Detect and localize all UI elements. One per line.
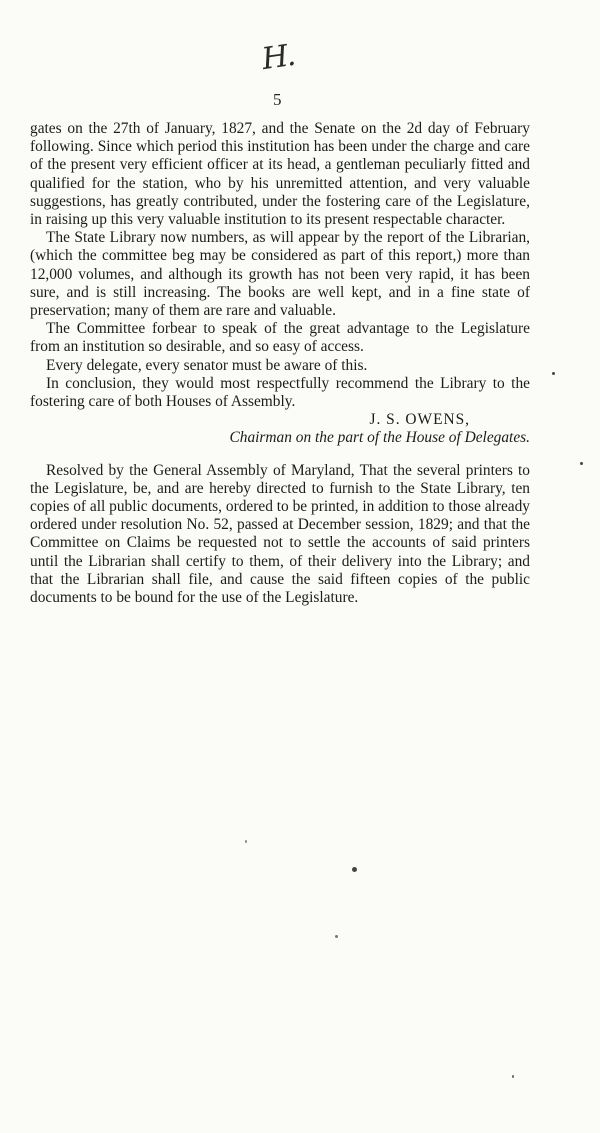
handwritten-mark: H. bbox=[259, 37, 296, 78]
scan-speck bbox=[352, 867, 357, 872]
signature-title: Chairman on the part of the House of Delegates. bbox=[229, 429, 530, 447]
paragraph-conclusion: In conclusion, they would most respectfully recommend the Library to the fostering care of both Houses of Assembly. bbox=[30, 374, 530, 411]
scan-speck bbox=[552, 372, 555, 375]
paragraph-delegates: Every delegate, every senator must be aware of this. bbox=[46, 356, 368, 374]
scan-speck bbox=[580, 462, 583, 465]
page-number: 5 bbox=[273, 90, 282, 109]
paragraph-continuation: gates on the 27th of January, 1827, and the Senate on the 2d day of February following. Since which period this institution has been under the charge and care of the present very efficient officer at its head, a gentleman peculiarly fitted and qualified for the station, who by his unremitted attention, and very valuable suggestions, has greatly contributed, under the fostering care of the Legislature, in raising up this very valuable institution to its present respectable character. bbox=[30, 120, 530, 229]
scan-speck bbox=[512, 1075, 514, 1078]
signature-name: J. S. OWENS, bbox=[369, 411, 470, 429]
paragraph-advantage: The Committee forbear to speak of the great advantage to the Legislature from an institution so desirable, and so easy of access. bbox=[30, 320, 530, 356]
body-text bbox=[30, 120, 530, 607]
paragraph-library-size: The State Library now numbers, as will appear by the report of the Librarian, (which the committee beg may be considered as part of this report,) more than 12,000 volumes, and although its growth has not been very rapid, it has been sure, and is still increasing. The books are well kept, and in a fine state of preservation; many of them are rare and valuable. bbox=[30, 229, 530, 320]
scan-speck bbox=[335, 935, 338, 938]
resolution-paragraph: Resolved by the General Assembly of Maryland, That the several printers to the Legislature, be, and are hereby directed to furnish to the State Library, ten copies of all public documents, ordered to be printed, in addition to those already ordered under resolution No. 52, passed at December session, 1829; and that the Committee on Claims be requested not to settle the accounts of said printers until the Librarian shall certify to them, of their delivery into the Library; and that the Librarian shall file, and cause the said fifteen copies of the public documents to be bound for the use of the Legislature. bbox=[30, 461, 530, 607]
scan-speck bbox=[245, 840, 247, 843]
